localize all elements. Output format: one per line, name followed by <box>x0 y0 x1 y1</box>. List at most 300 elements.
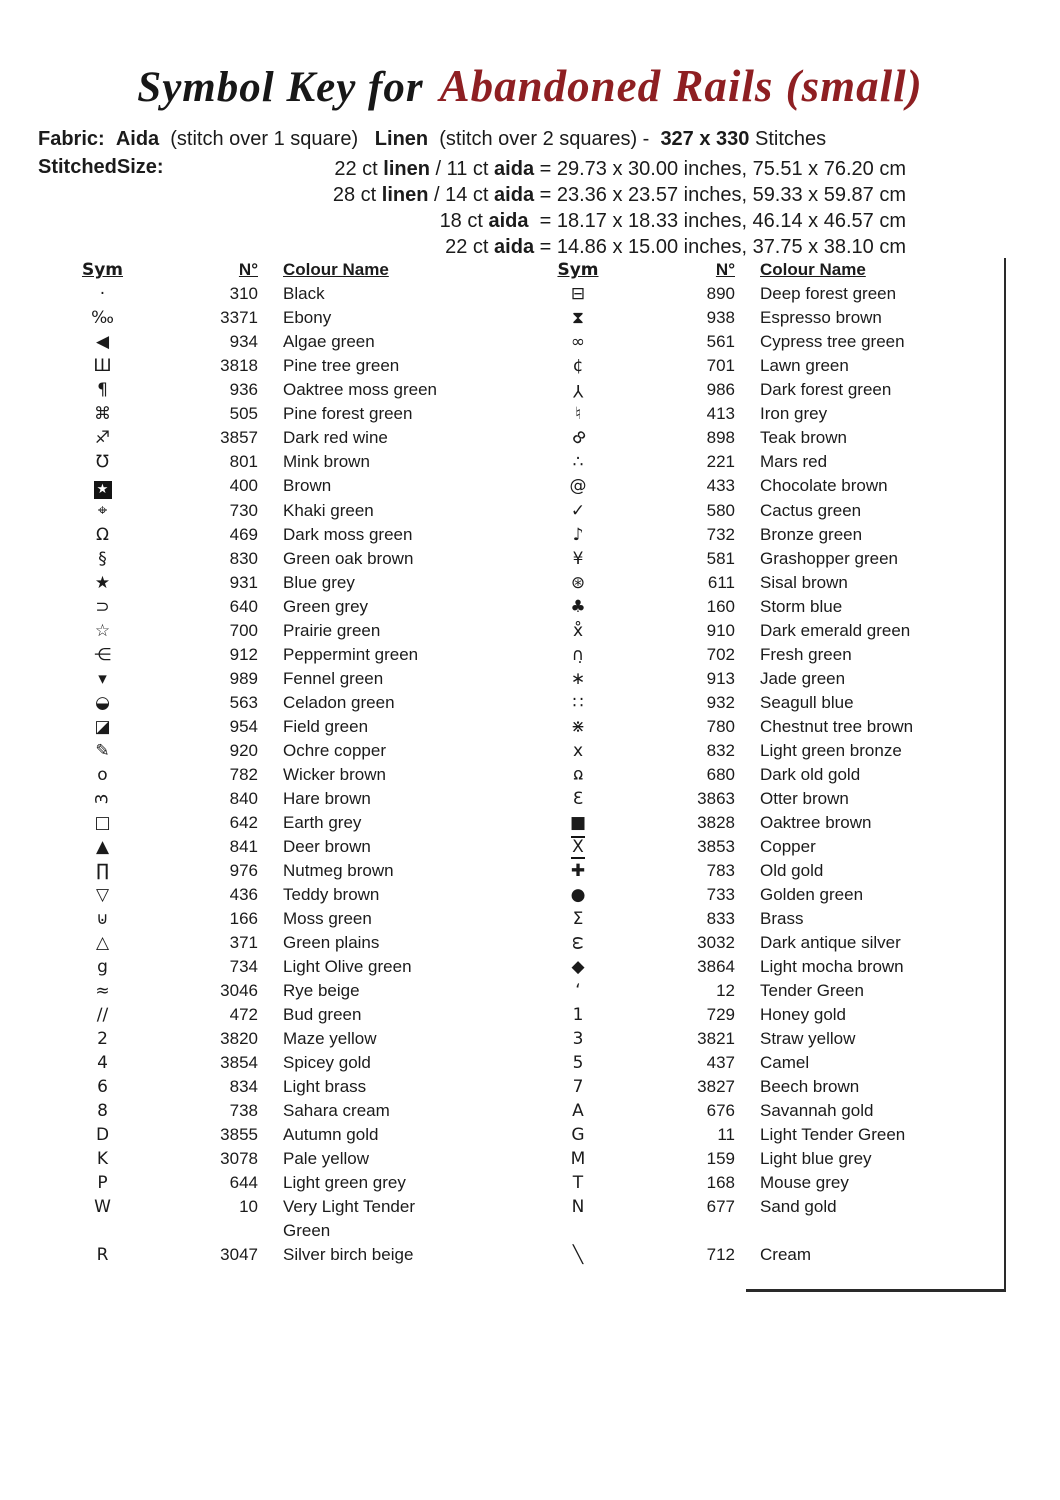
colour-name-cell: Seagull blue <box>760 693 854 712</box>
number-cell: 436 <box>229 885 258 904</box>
colour-name-cell <box>258 739 548 763</box>
symbol-cell <box>548 499 608 523</box>
text-segment: Aida <box>115 128 160 150</box>
colour-name-cell <box>258 595 548 619</box>
symbol-cell <box>60 1099 145 1123</box>
symbol-glyph: ¢ <box>572 356 584 376</box>
colour-name-text: Mink brown <box>283 452 370 471</box>
symbol-cell <box>60 354 145 378</box>
number-cell: 931 <box>229 573 258 592</box>
colour-name-cell: Espresso brown <box>760 308 882 327</box>
symbol-cell <box>548 474 608 499</box>
symbol-glyph: ⧗ <box>572 308 584 328</box>
symbol-glyph: ♐ <box>94 428 111 448</box>
colour-name-cell <box>258 1123 548 1147</box>
colour-name-cell <box>258 450 548 474</box>
number-cell: 3864 <box>697 957 735 976</box>
symbol-cell <box>60 691 145 715</box>
number-cell: 701 <box>706 356 735 375</box>
number-cell: 898 <box>706 428 735 447</box>
colour-name-text: Dark red wine <box>283 428 388 447</box>
symbol-glyph: ◒ <box>95 693 110 713</box>
colour-name-cell: Cream <box>760 1245 812 1264</box>
colour-name-text: Sahara cream <box>283 1101 390 1120</box>
column-header-name-right: Colour Name <box>760 260 866 279</box>
symbol-glyph: ✓ <box>570 501 586 521</box>
symbol-glyph: ▾ <box>98 669 107 689</box>
colour-name-cell <box>258 1195 548 1243</box>
symbol-glyph: K <box>96 1149 109 1169</box>
colour-name-cell <box>258 1243 548 1267</box>
text-segment: / 14 ct <box>428 184 495 206</box>
number-cell: 400 <box>229 476 258 495</box>
number-cell: 3857 <box>220 428 258 447</box>
symbol-glyph: 6 <box>97 1077 108 1097</box>
colour-name-cell: Mouse grey <box>760 1173 849 1192</box>
text-segment: aida <box>494 158 535 180</box>
symbol-cell <box>548 1003 608 1027</box>
colour-name-cell: Dark forest green <box>760 380 892 399</box>
number-cell: 561 <box>706 332 735 351</box>
colour-name-text: Teddy brown <box>283 885 380 904</box>
symbol-glyph: ✚ <box>570 861 586 881</box>
symbol-cell <box>548 619 608 643</box>
text-segment: Linen <box>374 128 429 150</box>
symbol-cell <box>548 354 608 378</box>
symbol-cell <box>60 1027 145 1051</box>
colour-name-text: Maze yellow <box>283 1029 377 1048</box>
symbol-cell <box>548 667 608 691</box>
symbol-glyph: W <box>94 1197 111 1217</box>
colour-name-text: Blue grey <box>283 573 355 592</box>
colour-name-text: Pine forest green <box>283 404 413 423</box>
number-cell: 738 <box>229 1101 258 1120</box>
number-cell: 3854 <box>220 1053 258 1072</box>
colour-name-cell <box>258 330 548 354</box>
symbol-cell <box>548 547 608 571</box>
text-segment: aida <box>494 236 535 258</box>
symbol-table <box>60 258 985 1267</box>
number-cell: 437 <box>706 1053 735 1072</box>
number-cell: 3047 <box>220 1245 258 1264</box>
symbol-cell <box>548 979 608 1003</box>
symbol-cell <box>60 1075 145 1099</box>
column-header-sym-right: Sym <box>557 260 599 280</box>
symbol-glyph: ∏ <box>96 861 109 881</box>
colour-name-text: Pine tree green <box>283 356 400 375</box>
text-segment: 18 ct <box>439 210 489 232</box>
number-cell: 834 <box>229 1077 258 1096</box>
colour-name-cell: Beech brown <box>760 1077 860 1096</box>
symbol-glyph: ∷ <box>572 693 584 713</box>
symbol-cell <box>60 378 145 402</box>
number-cell: 3863 <box>697 789 735 808</box>
stitched-size-line <box>230 208 906 234</box>
colour-name-cell: Sisal brown <box>760 573 848 592</box>
symbol-glyph: ■ <box>569 813 587 833</box>
text-segment: aida <box>488 210 529 232</box>
colour-name-text: Moss green <box>283 909 372 928</box>
number-cell: 12 <box>716 981 735 1000</box>
symbol-glyph: ♪ <box>572 525 584 545</box>
symbol-glyph: Ш <box>93 356 112 376</box>
colour-name-cell <box>258 979 548 1003</box>
symbol-glyph: x̊ <box>572 621 584 641</box>
symbol-glyph: ¥ <box>572 549 584 569</box>
symbol-cell <box>548 835 608 859</box>
fabric-line <box>38 128 826 151</box>
symbol-cell <box>60 811 145 835</box>
symbol-glyph: G <box>571 1125 585 1145</box>
symbol-cell <box>60 763 145 787</box>
colour-name-text: Deer brown <box>283 837 371 856</box>
colour-name-text: Pale yellow <box>283 1149 369 1168</box>
colour-name-cell: Light blue grey <box>760 1149 872 1168</box>
symbol-cell <box>60 715 145 739</box>
symbol-cell <box>548 282 608 306</box>
colour-name-text: Celadon green <box>283 693 395 712</box>
symbol-glyph: ⋲ <box>94 645 111 665</box>
number-cell: 830 <box>229 549 258 568</box>
number-cell: 890 <box>706 284 735 303</box>
symbol-glyph: ʻ <box>575 981 581 1001</box>
symbol-glyph: ≈ <box>95 981 110 1001</box>
number-cell: 371 <box>229 933 258 952</box>
number-cell: 611 <box>707 573 735 592</box>
colour-name-cell: Sand gold <box>760 1197 837 1216</box>
number-cell: 677 <box>706 1197 735 1216</box>
symbol-cell <box>548 739 608 763</box>
colour-name-cell <box>258 306 548 330</box>
colour-name-cell: Cactus green <box>760 501 862 520</box>
colour-name-text: Ebony <box>283 308 332 327</box>
number-cell: 166 <box>229 909 258 928</box>
colour-name-cell <box>258 907 548 931</box>
number-cell: 932 <box>706 693 735 712</box>
colour-name-cell: Honey gold <box>760 1005 847 1024</box>
symbol-glyph: ⊃ <box>95 597 110 617</box>
colour-name-text: Bud green <box>283 1005 362 1024</box>
text-segment: = 14.86 x 15.00 inches, 37.75 x 38.10 cm <box>534 236 906 258</box>
symbol-cell <box>548 523 608 547</box>
text-segment: (stitch over 2 squares) - <box>428 128 661 150</box>
number-cell: 910 <box>706 621 735 640</box>
symbol-cell <box>548 859 608 883</box>
number-cell: 3046 <box>220 981 258 1000</box>
colour-name-cell <box>258 667 548 691</box>
colour-name-text: Wicker brown <box>283 765 386 784</box>
colour-name-cell <box>258 643 548 667</box>
text-segment: (stitch over 1 square) <box>159 128 375 150</box>
symbol-glyph: X <box>572 837 584 857</box>
stitched-size-lines <box>230 156 906 260</box>
stitched-size-line <box>230 182 906 208</box>
colour-name-cell: Savannah gold <box>760 1101 874 1120</box>
number-cell: 472 <box>229 1005 258 1024</box>
symbol-cell <box>548 907 608 931</box>
text-segment: = 18.17 x 18.33 inches, 46.14 x 46.57 cm <box>528 210 906 232</box>
symbol-glyph: 3 <box>572 1029 584 1049</box>
symbol-cell <box>60 883 145 907</box>
number-cell: 642 <box>229 813 258 832</box>
symbol-glyph: ♣ <box>570 597 586 617</box>
symbol-cell <box>60 330 145 354</box>
number-cell: 3821 <box>697 1029 735 1048</box>
number-cell: 782 <box>229 765 258 784</box>
number-cell: 3078 <box>220 1149 258 1168</box>
text-segment: linen <box>383 158 430 180</box>
colour-name-cell: Camel <box>760 1053 810 1072</box>
symbol-glyph: ⋇ <box>570 717 586 737</box>
symbol-cell <box>548 811 608 835</box>
number-cell: 801 <box>229 452 258 471</box>
number-cell: 833 <box>706 909 735 928</box>
number-cell: 640 <box>229 597 258 616</box>
symbol-glyph: □ <box>94 813 111 833</box>
colour-name-text: Khaki green <box>283 501 374 520</box>
colour-name-cell <box>258 763 548 787</box>
number-cell: 783 <box>706 861 735 880</box>
symbol-glyph: ∴ <box>572 452 584 472</box>
colour-name-cell: Chestnut tree brown <box>760 717 914 736</box>
symbol-cell <box>60 643 145 667</box>
symbol-glyph: ⊍ <box>96 909 109 929</box>
symbol-cell <box>60 1243 145 1267</box>
symbol-cell <box>548 931 608 955</box>
colour-name-text: Ochre copper <box>283 741 386 760</box>
symbol-glyph: ▽ <box>95 885 110 905</box>
colour-name-cell: Cypress tree green <box>760 332 905 351</box>
symbol-glyph: T <box>572 1173 584 1193</box>
number-cell: 938 <box>706 308 735 327</box>
symbol-cell <box>548 691 608 715</box>
colour-name-cell: Copper <box>760 837 816 856</box>
symbol-glyph: ⌖ <box>97 501 108 521</box>
colour-name-cell <box>258 1003 548 1027</box>
symbol-glyph: g <box>97 957 108 977</box>
symbol-glyph: § <box>98 549 107 569</box>
number-cell: 3371 <box>220 308 258 327</box>
number-cell: 433 <box>706 476 735 495</box>
colour-name-cell: Oaktree brown <box>760 813 872 832</box>
symbol-cell <box>60 835 145 859</box>
colour-name-cell <box>258 378 548 402</box>
symbol-cell <box>60 450 145 474</box>
symbol-cell <box>548 402 608 426</box>
column-header-name-left: Colour Name <box>283 260 389 279</box>
number-cell: 986 <box>706 380 735 399</box>
colour-name-text: Oaktree moss green <box>283 380 438 399</box>
symbol-cell <box>60 523 145 547</box>
colour-name-cell <box>258 835 548 859</box>
number-cell: 644 <box>229 1173 258 1192</box>
symbol-glyph: ★ <box>94 573 111 593</box>
symbol-cell <box>60 474 145 499</box>
number-cell: 563 <box>229 693 258 712</box>
symbol-cell <box>60 547 145 571</box>
colour-name-text: Fennel green <box>283 669 384 688</box>
symbol-cell <box>548 1123 608 1147</box>
number-cell: 680 <box>706 765 735 784</box>
colour-name-cell <box>258 1075 548 1099</box>
number-cell: 3820 <box>220 1029 258 1048</box>
number-cell: 3855 <box>220 1125 258 1144</box>
colour-name-cell: Jade green <box>760 669 846 688</box>
symbol-glyph: x <box>572 741 584 761</box>
column-header-no-left: N° <box>238 260 258 279</box>
page-title-prefix: Symbol Key for <box>137 64 424 111</box>
number-cell: 221 <box>706 452 735 471</box>
colour-name-cell: Old gold <box>760 861 824 880</box>
stitched-size-line <box>230 234 906 260</box>
colour-name-cell <box>258 402 548 426</box>
symbol-glyph: M <box>570 1149 586 1169</box>
symbol-glyph: ◆ <box>571 957 585 977</box>
symbol-glyph: · <box>99 284 106 304</box>
table-right-border <box>1004 258 1006 1291</box>
text-segment: / 11 ct <box>429 158 495 180</box>
colour-name-cell: Straw yellow <box>760 1029 856 1048</box>
text-segment: Stitches <box>749 128 827 150</box>
text-segment: 28 ct <box>332 184 382 206</box>
symbol-glyph: ♮ <box>574 404 582 424</box>
colour-name-text: Brown <box>283 476 332 495</box>
symbol-cell <box>60 426 145 450</box>
number-cell: 3853 <box>697 837 735 856</box>
symbol-cell <box>60 1003 145 1027</box>
symbol-cell <box>548 378 608 402</box>
number-cell: 168 <box>706 1173 735 1192</box>
symbol-glyph: ‰ <box>91 308 114 328</box>
number-cell: 469 <box>229 525 258 544</box>
symbol-cell <box>548 883 608 907</box>
number-cell: 912 <box>229 645 258 664</box>
symbol-cell <box>548 571 608 595</box>
symbol-cell <box>548 1075 608 1099</box>
column-header-no-right: N° <box>715 260 735 279</box>
number-cell: 732 <box>706 525 735 544</box>
number-cell: 505 <box>229 404 258 423</box>
colour-name-cell <box>258 931 548 955</box>
text-segment: 327 x 330 <box>660 128 750 150</box>
text-segment: Fabric: <box>38 128 105 150</box>
symbol-cell <box>60 859 145 883</box>
colour-name-text: Nutmeg brown <box>283 861 394 880</box>
symbol-cell <box>60 739 145 763</box>
number-cell: 954 <box>229 717 258 736</box>
number-cell: 581 <box>706 549 735 568</box>
colour-name-cell: Chocolate brown <box>760 476 888 495</box>
stitched-size-label: StitchedSize: <box>38 156 164 178</box>
colour-name-cell <box>258 571 548 595</box>
colour-name-text: Autumn gold <box>283 1125 379 1144</box>
symbol-cell <box>548 595 608 619</box>
symbol-cell <box>548 643 608 667</box>
colour-name-cell <box>258 691 548 715</box>
table-bottom-border <box>746 1289 1006 1292</box>
colour-name-cell: Fresh green <box>760 645 852 664</box>
symbol-cell <box>60 907 145 931</box>
symbol-glyph: Ɛ <box>572 789 584 809</box>
symbol-glyph: D <box>95 1125 110 1145</box>
symbol-cell <box>60 1051 145 1075</box>
colour-name-cell: Lawn green <box>760 356 849 375</box>
colour-name-cell <box>258 955 548 979</box>
colour-name-text: Field green <box>283 717 369 736</box>
number-cell: 3828 <box>697 813 735 832</box>
colour-name-text: Silver birch beige <box>283 1245 414 1264</box>
number-cell: 10 <box>239 1197 258 1216</box>
symbol-cell <box>548 1195 608 1243</box>
colour-name-cell: Light mocha brown <box>760 957 904 976</box>
symbol-cell <box>60 979 145 1003</box>
text-segment: 22 ct <box>445 236 495 258</box>
symbol-glyph: Ω <box>96 525 109 545</box>
symbol-glyph: ω <box>568 935 588 951</box>
number-cell: 976 <box>229 861 258 880</box>
symbol-cell <box>548 450 608 474</box>
symbol-cell <box>60 1147 145 1171</box>
symbol-cell <box>548 1099 608 1123</box>
symbol-glyph: R <box>96 1245 109 1265</box>
colour-name-text: Light green grey <box>283 1173 406 1192</box>
colour-name-cell <box>258 426 548 450</box>
symbol-cell <box>60 931 145 955</box>
symbol-glyph: ◀ <box>95 332 110 352</box>
colour-name-cell: Light Tender Green <box>760 1125 906 1144</box>
colour-name-text: Spicey gold <box>283 1053 371 1072</box>
symbol-glyph: ∞ <box>570 332 586 352</box>
symbol-glyph: ʊ <box>572 765 584 785</box>
colour-name-cell <box>258 1051 548 1075</box>
colour-name-cell <box>258 282 548 306</box>
number-cell: 580 <box>706 501 735 520</box>
number-cell: 712 <box>706 1245 735 1264</box>
colour-name-cell <box>258 811 548 835</box>
number-cell: 840 <box>229 789 258 808</box>
stitched-size-line <box>230 156 906 182</box>
symbol-cell <box>548 955 608 979</box>
colour-name-text: Green plains <box>283 933 380 952</box>
colour-name-cell: Bronze green <box>760 525 863 544</box>
pattern-title-name: Abandoned Rails (small) <box>439 61 923 111</box>
colour-name-cell: Deep forest green <box>760 284 897 303</box>
colour-name-text: Algae green <box>283 332 375 351</box>
symbol-glyph: 8 <box>567 427 589 449</box>
symbol-glyph: @ <box>569 476 587 496</box>
number-cell: 734 <box>229 957 258 976</box>
number-cell: 913 <box>706 669 735 688</box>
symbol-glyph: ☆ <box>94 621 111 641</box>
symbol-cell <box>60 787 145 811</box>
text-segment <box>105 128 116 150</box>
text-segment: 22 ct <box>334 158 384 180</box>
symbol-glyph: Σ <box>572 909 584 929</box>
text-segment: linen <box>381 184 429 206</box>
text-segment: = 23.36 x 23.57 inches, 59.33 x 59.87 cm <box>534 184 906 206</box>
symbol-cell <box>548 1171 608 1195</box>
colour-name-cell <box>258 1099 548 1123</box>
colour-name-text: Hare brown <box>283 789 371 808</box>
colour-name-cell <box>258 859 548 883</box>
symbol-cell <box>60 402 145 426</box>
number-cell: 3032 <box>697 933 735 952</box>
colour-name-cell: Mars red <box>760 452 828 471</box>
symbol-cell <box>548 715 608 739</box>
colour-name-cell <box>258 715 548 739</box>
number-cell: 702 <box>706 645 735 664</box>
colour-name-cell: Light green bronze <box>760 741 902 760</box>
